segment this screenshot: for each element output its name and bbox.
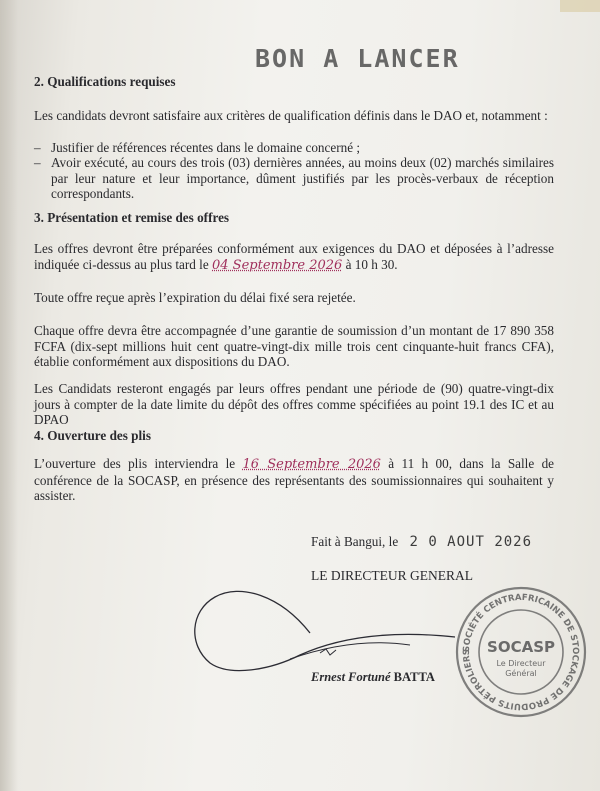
section2-heading: 2. Qualifications requises <box>34 74 176 89</box>
opening-details: à 11 h 00, dans la Salle de conférence de la SOCASP, en présence des représentants des soumissionnaires qui souhaitent y assister. <box>34 456 555 503</box>
section4-heading: 4. Ouverture des plis <box>34 428 151 443</box>
seal-ring-text: SOCIÉTÉ CENTRAFRICAINE DE STOCKAGE DE PRODUITS PÉTROLIERS <box>461 592 581 712</box>
guarantee-paragraph: Chaque offre devra être accompagnée d’une garantie de soumission d’un montant de 17 890 358 FCFA (dix-sept millions huit cent quatre-vingt-dix mille trois cent cinquante-huit francs CFA), établie conformément aux dispositions du DAO. <box>34 323 554 369</box>
validity-paragraph: Les Candidats resteront engagés par leurs offres pendant une période de (90) quatre-vingt-dix jours à compter de la date limite du dépôt des offres comme spécifiées au point 19.1 des IC et au DPAO <box>34 381 554 427</box>
signatory-name <box>311 670 435 685</box>
section3-deadline-paragraph <box>34 241 554 273</box>
signatory-last-name: BATTA <box>393 670 435 684</box>
paper-top-strip <box>560 0 600 12</box>
place-prefix: Fait à Bangui, le <box>311 534 399 549</box>
director-title: LE DIRECTEUR GENERAL <box>311 568 473 583</box>
section2-intro: Les candidats devront satisfaire aux critères de qualification définis dans le DAO et, notamment : <box>34 108 548 123</box>
list-dash: – <box>34 155 41 170</box>
page-edge-shadow <box>0 0 18 791</box>
seal-center-name: SOCASP <box>487 638 555 656</box>
seal-center-line1: Le Directeur <box>496 659 546 668</box>
list-dash: – <box>34 140 41 155</box>
seal-center-line2: Général <box>505 669 537 678</box>
list-item: Avoir exécuté, au cours des trois (03) dernières années, au moins deux (02) marchés similaires par leur nature et leur importance, dûment justifiés par les procès-verbaux de réception correspondants. <box>51 155 554 201</box>
list-item: Justifier de références récentes dans le domaine concerné ; <box>51 140 361 155</box>
date-stamp: 2 0 AOUT 2026 <box>409 534 533 550</box>
place-date-line <box>311 534 532 550</box>
handwritten-opening-date: 16 Septembre 2026 <box>242 457 381 472</box>
signatory-first-name: Ernest Fortuné <box>311 670 391 684</box>
deadline-time: à 10 h 30. <box>345 256 398 272</box>
opening-text: L’ouverture des plis interviendra le <box>34 456 236 471</box>
late-offer-paragraph: Toute offre reçue après l’expiration du délai fixé sera rejetée. <box>34 290 356 305</box>
handwritten-signature <box>170 575 470 685</box>
section3-heading: 3. Présentation et remise des offres <box>34 210 230 225</box>
bon-a-lancer-stamp: BON A LANCER <box>255 44 460 73</box>
handwritten-deadline-date: 04 Septembre 2026 <box>212 257 343 273</box>
deadline-text: Les offres devront être préparées conformément aux exigences du DAO et déposées à l’adresse indiquée ci-dessus au plus tard le <box>34 241 554 272</box>
opening-paragraph <box>34 456 554 504</box>
official-seal <box>452 582 590 722</box>
